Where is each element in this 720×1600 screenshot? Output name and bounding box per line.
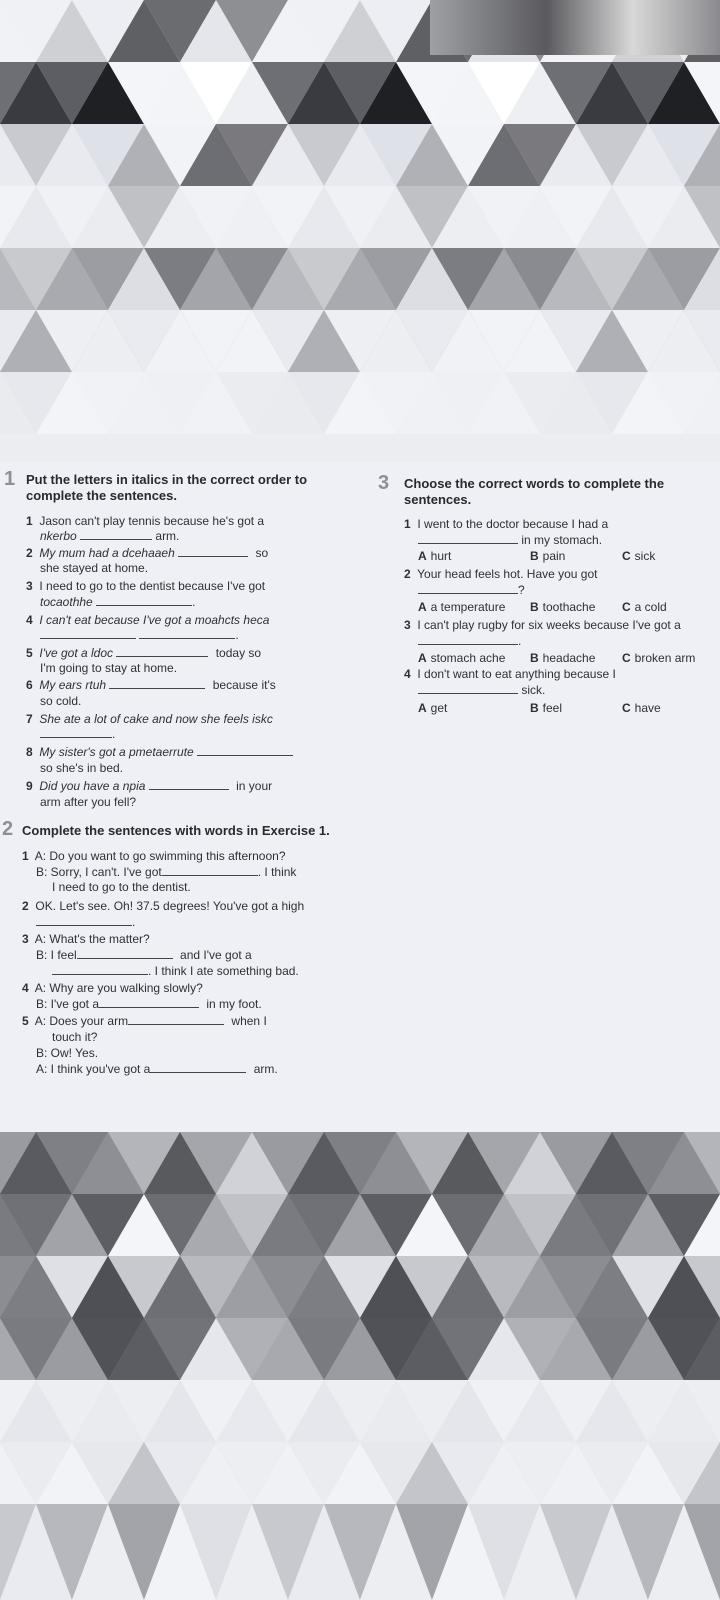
ex3-item-3-cont: . — [418, 634, 521, 648]
option[interactable]: A hurt — [418, 549, 452, 563]
option[interactable]: C have — [622, 701, 661, 715]
ex3-item-4: 4 I don't want to eat anything because I — [404, 667, 616, 681]
ex2-item-5-b: touch it? — [52, 1030, 98, 1044]
ex1-item-9: 9 Did you have a npia in your — [26, 779, 273, 793]
ex3-item-4-cont: sick. — [418, 683, 545, 697]
ex1-item-6: 6 My ears rtuh because it's — [26, 678, 276, 692]
ex2-item-3: 3 A: What's the matter? — [22, 932, 150, 946]
ex1-item-1-cont: nkerbo arm. — [40, 529, 180, 543]
exercise-2-number: 2 — [2, 818, 14, 840]
exercise-3-number: 3 — [378, 472, 390, 494]
exercise-1-title-line2: complete the sentences. — [26, 488, 177, 503]
option[interactable]: B pain — [530, 549, 566, 563]
ex2-item-5-c: B: Ow! Yes. — [36, 1046, 99, 1060]
exercise-1-number: 1 — [4, 468, 16, 490]
ex1-item-1: 1 Jason can't play tennis because he's got a — [26, 514, 265, 528]
option[interactable]: C a cold — [622, 600, 667, 614]
ex3-item-1: 1 I went to the doctor because I had a — [404, 517, 609, 531]
ex3-item-2: 2 Your head feels hot. Have you got — [404, 567, 598, 581]
option[interactable]: A get — [418, 701, 448, 715]
ex2-item-4-b: B: I've got a in my foot. — [36, 997, 262, 1011]
ex1-item-2-cont: she stayed at home. — [40, 561, 149, 575]
ex1-item-5-cont: I'm going to stay at home. — [40, 661, 178, 675]
ex2-item-5-d: A: I think you've got a arm. — [36, 1062, 278, 1076]
option[interactable]: A a temperature — [418, 600, 506, 614]
ex1-item-3: 3 I need to go to the dentist because I've got — [26, 579, 266, 593]
ex2-item-1-c: I need to go to the dentist. — [52, 880, 191, 894]
exercise-3-title-line1: Choose the correct words to complete the — [404, 476, 665, 491]
exercise-2-title: Complete the sentences with words in Exercise 1. — [22, 823, 330, 838]
ex1-item-9-cont: arm after you fell? — [40, 795, 137, 809]
ex2-item-1: 1 A: Do you want to go swimming this afternoon? — [22, 849, 286, 863]
option[interactable]: C broken arm — [622, 651, 696, 665]
exercise-1-title-line1: Put the letters in italics in the correct order to — [26, 472, 308, 487]
ex1-item-5: 5 I've got a ldoc today so — [26, 646, 262, 660]
ex1-item-3-cont: tocaothhe . — [40, 595, 196, 609]
option[interactable]: B headache — [530, 651, 596, 665]
ex1-item-8: 8 My sister's got a pmetaerrute — [26, 745, 293, 759]
ex1-item-4-cont: . — [40, 628, 239, 642]
exercise-3-title — [404, 476, 664, 508]
ex3-item-1-cont: in my stomach. — [418, 533, 602, 547]
ex2-item-2: 2 OK. Let's see. Oh! 37.5 degrees! You've got a high — [22, 899, 305, 913]
ex2-item-3-b: B: I feel and I've got a — [36, 948, 252, 962]
option[interactable]: C sick — [622, 549, 656, 563]
ex3-item-2-cont: ? — [418, 583, 525, 597]
ex1-item-8-cont: so she's in bed. — [40, 761, 124, 775]
ex2-item-4: 4 A: Why are you walking slowly? — [22, 981, 203, 995]
ex2-item-1-b: B: Sorry, I can't. I've got . I think — [36, 865, 297, 879]
ex2-item-3-c: . I think I ate something bad. — [52, 964, 299, 978]
ex1-item-7-cont: . — [40, 727, 115, 741]
ex2-item-2-cont: . — [36, 915, 135, 929]
photo-fragment — [430, 0, 720, 55]
ex2-item-5: 5 A: Does your arm when I — [22, 1014, 267, 1028]
option[interactable]: B feel — [530, 701, 563, 715]
worksheet-page — [0, 462, 720, 1132]
ex1-item-7: 7 She ate a lot of cake and now she feels iskc — [26, 712, 273, 726]
ex3-item-3: 3 I can't play rugby for six weeks because I've got a — [404, 618, 681, 632]
ex1-item-2: 2 My mum had a dcehaaeh so — [26, 546, 269, 560]
option[interactable]: B toothache — [530, 600, 596, 614]
exercise-3-title-line2: sentences. — [404, 492, 472, 507]
option[interactable]: A stomach ache — [418, 651, 506, 665]
ex1-item-6-cont: so cold. — [40, 694, 82, 708]
ex1-item-4: 4 I can't eat because I've got a moahcts heca — [26, 613, 270, 627]
exercise-1-title — [26, 472, 307, 504]
